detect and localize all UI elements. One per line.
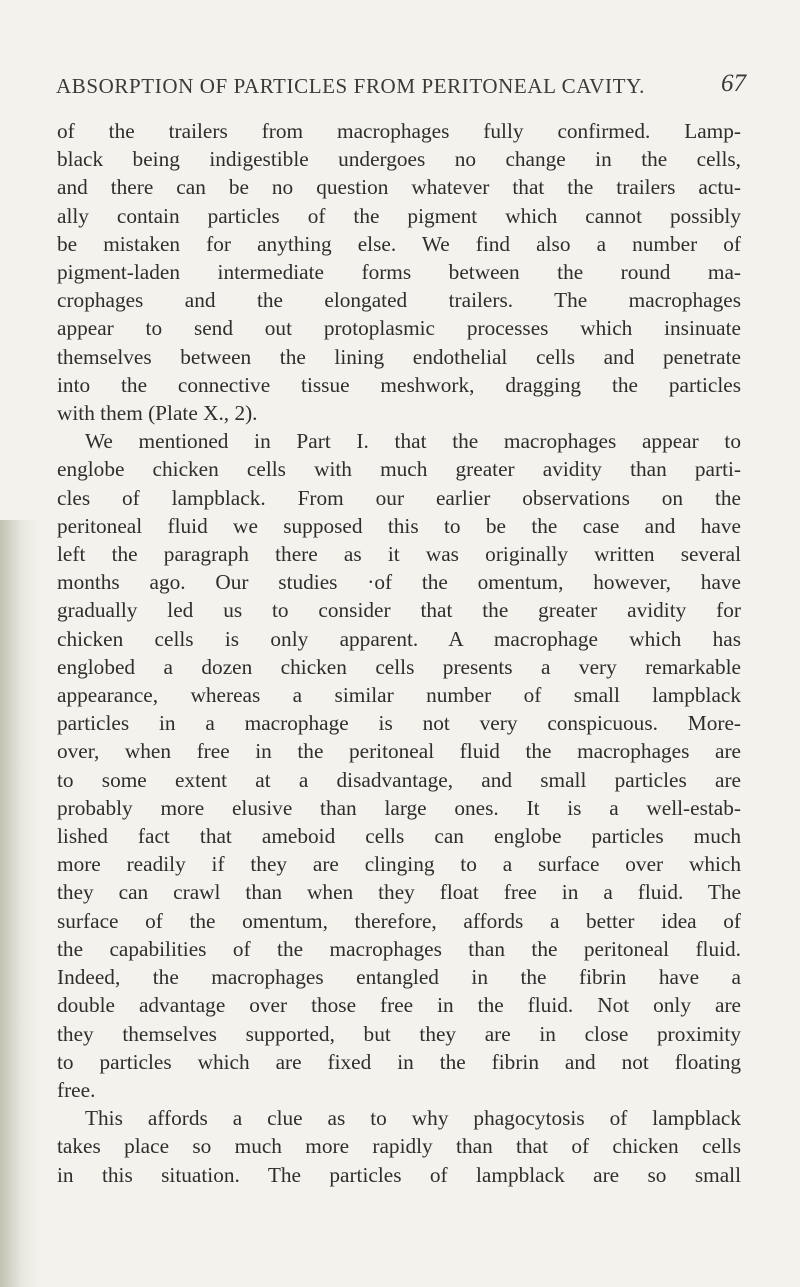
page-number: 67 <box>721 70 746 97</box>
text-line: surface of the omentum, therefore, affords a better idea of <box>57 908 741 933</box>
text-line: crophages and the elongated trailers. The macrophages <box>57 288 741 313</box>
text-line: be mistaken for anything else. We find also a number of <box>57 231 741 256</box>
text-line: particles in a macrophage is not very conspicuous. More- <box>57 711 741 736</box>
text-line: to some extent at a disadvantage, and small particles are <box>57 767 741 792</box>
text-line: to particles which are fixed in the fibrin and not floating <box>57 1049 741 1074</box>
text-line: and there can be no question whatever that the trailers actu- <box>57 175 741 200</box>
page-edge-shadow <box>0 520 40 1287</box>
text-line: englobed a dozen chicken cells presents a very remarkable <box>57 654 741 679</box>
text-line: lished fact that ameboid cells can englobe particles much <box>57 824 741 849</box>
text-line: into the connective tissue meshwork, dragging the particles <box>57 372 741 397</box>
text-line: probably more elusive than large ones. It is a well-estab- <box>57 795 741 820</box>
text-line: chicken cells is only apparent. A macrophage which has <box>57 626 741 651</box>
text-line: in this situation. The particles of lampblack are so small <box>57 1162 741 1187</box>
text-line: left the paragraph there as it was originally written several <box>57 542 741 567</box>
text-line: englobe chicken cells with much greater avidity than parti- <box>57 457 741 482</box>
text-line: pigment-laden intermediate forms between the round ma- <box>57 260 741 285</box>
text-line: the capabilities of the macrophages than the peritoneal fluid. <box>57 936 741 961</box>
text-line: with them (Plate X., 2). <box>57 401 258 426</box>
text-line: double advantage over those free in the fluid. Not only are <box>57 993 741 1018</box>
body-text <box>57 117 741 1189</box>
running-head <box>56 68 746 104</box>
text-line: Indeed, the macrophages entangled in the fibrin have a <box>57 965 741 990</box>
text-line: months ago. Our studies ·of the omentum, however, have <box>57 570 741 595</box>
text-line: themselves between the lining endothelial cells and penetrate <box>57 344 741 369</box>
text-line: free. <box>57 1077 96 1102</box>
text-line: they can crawl than when they float free in a fluid. The <box>57 880 741 905</box>
text-line: gradually led us to consider that the greater avidity for <box>57 598 741 623</box>
text-line: more readily if they are clinging to a surface over which <box>57 852 741 877</box>
text-line: cles of lampblack. From our earlier observations on the <box>57 485 741 510</box>
text-line: We mentioned in Part I. that the macrophages appear to <box>85 429 741 454</box>
text-line: they themselves supported, but they are in close proximity <box>57 1021 741 1046</box>
text-line: ally contain particles of the pigment which cannot possibly <box>57 203 741 228</box>
text-line: of the trailers from macrophages fully confirmed. Lamp- <box>57 119 741 143</box>
text-line: peritoneal fluid we supposed this to be the case and have <box>57 513 741 538</box>
text-line: black being indigestible undergoes no change in the cells, <box>57 147 741 172</box>
text-line: over, when free in the peritoneal fluid the macrophages are <box>57 739 741 764</box>
text-line: takes place so much more rapidly than that of chicken cells <box>57 1134 741 1159</box>
text-line: appear to send out protoplasmic processes which insinuate <box>57 316 741 341</box>
text-line: appearance, whereas a similar number of small lampblack <box>57 683 741 708</box>
text-line: This affords a clue as to why phagocytosis of lampblack <box>85 1106 741 1131</box>
running-title: ABSORPTION OF PARTICLES FROM PERITONEAL CAVITY. <box>56 74 645 98</box>
